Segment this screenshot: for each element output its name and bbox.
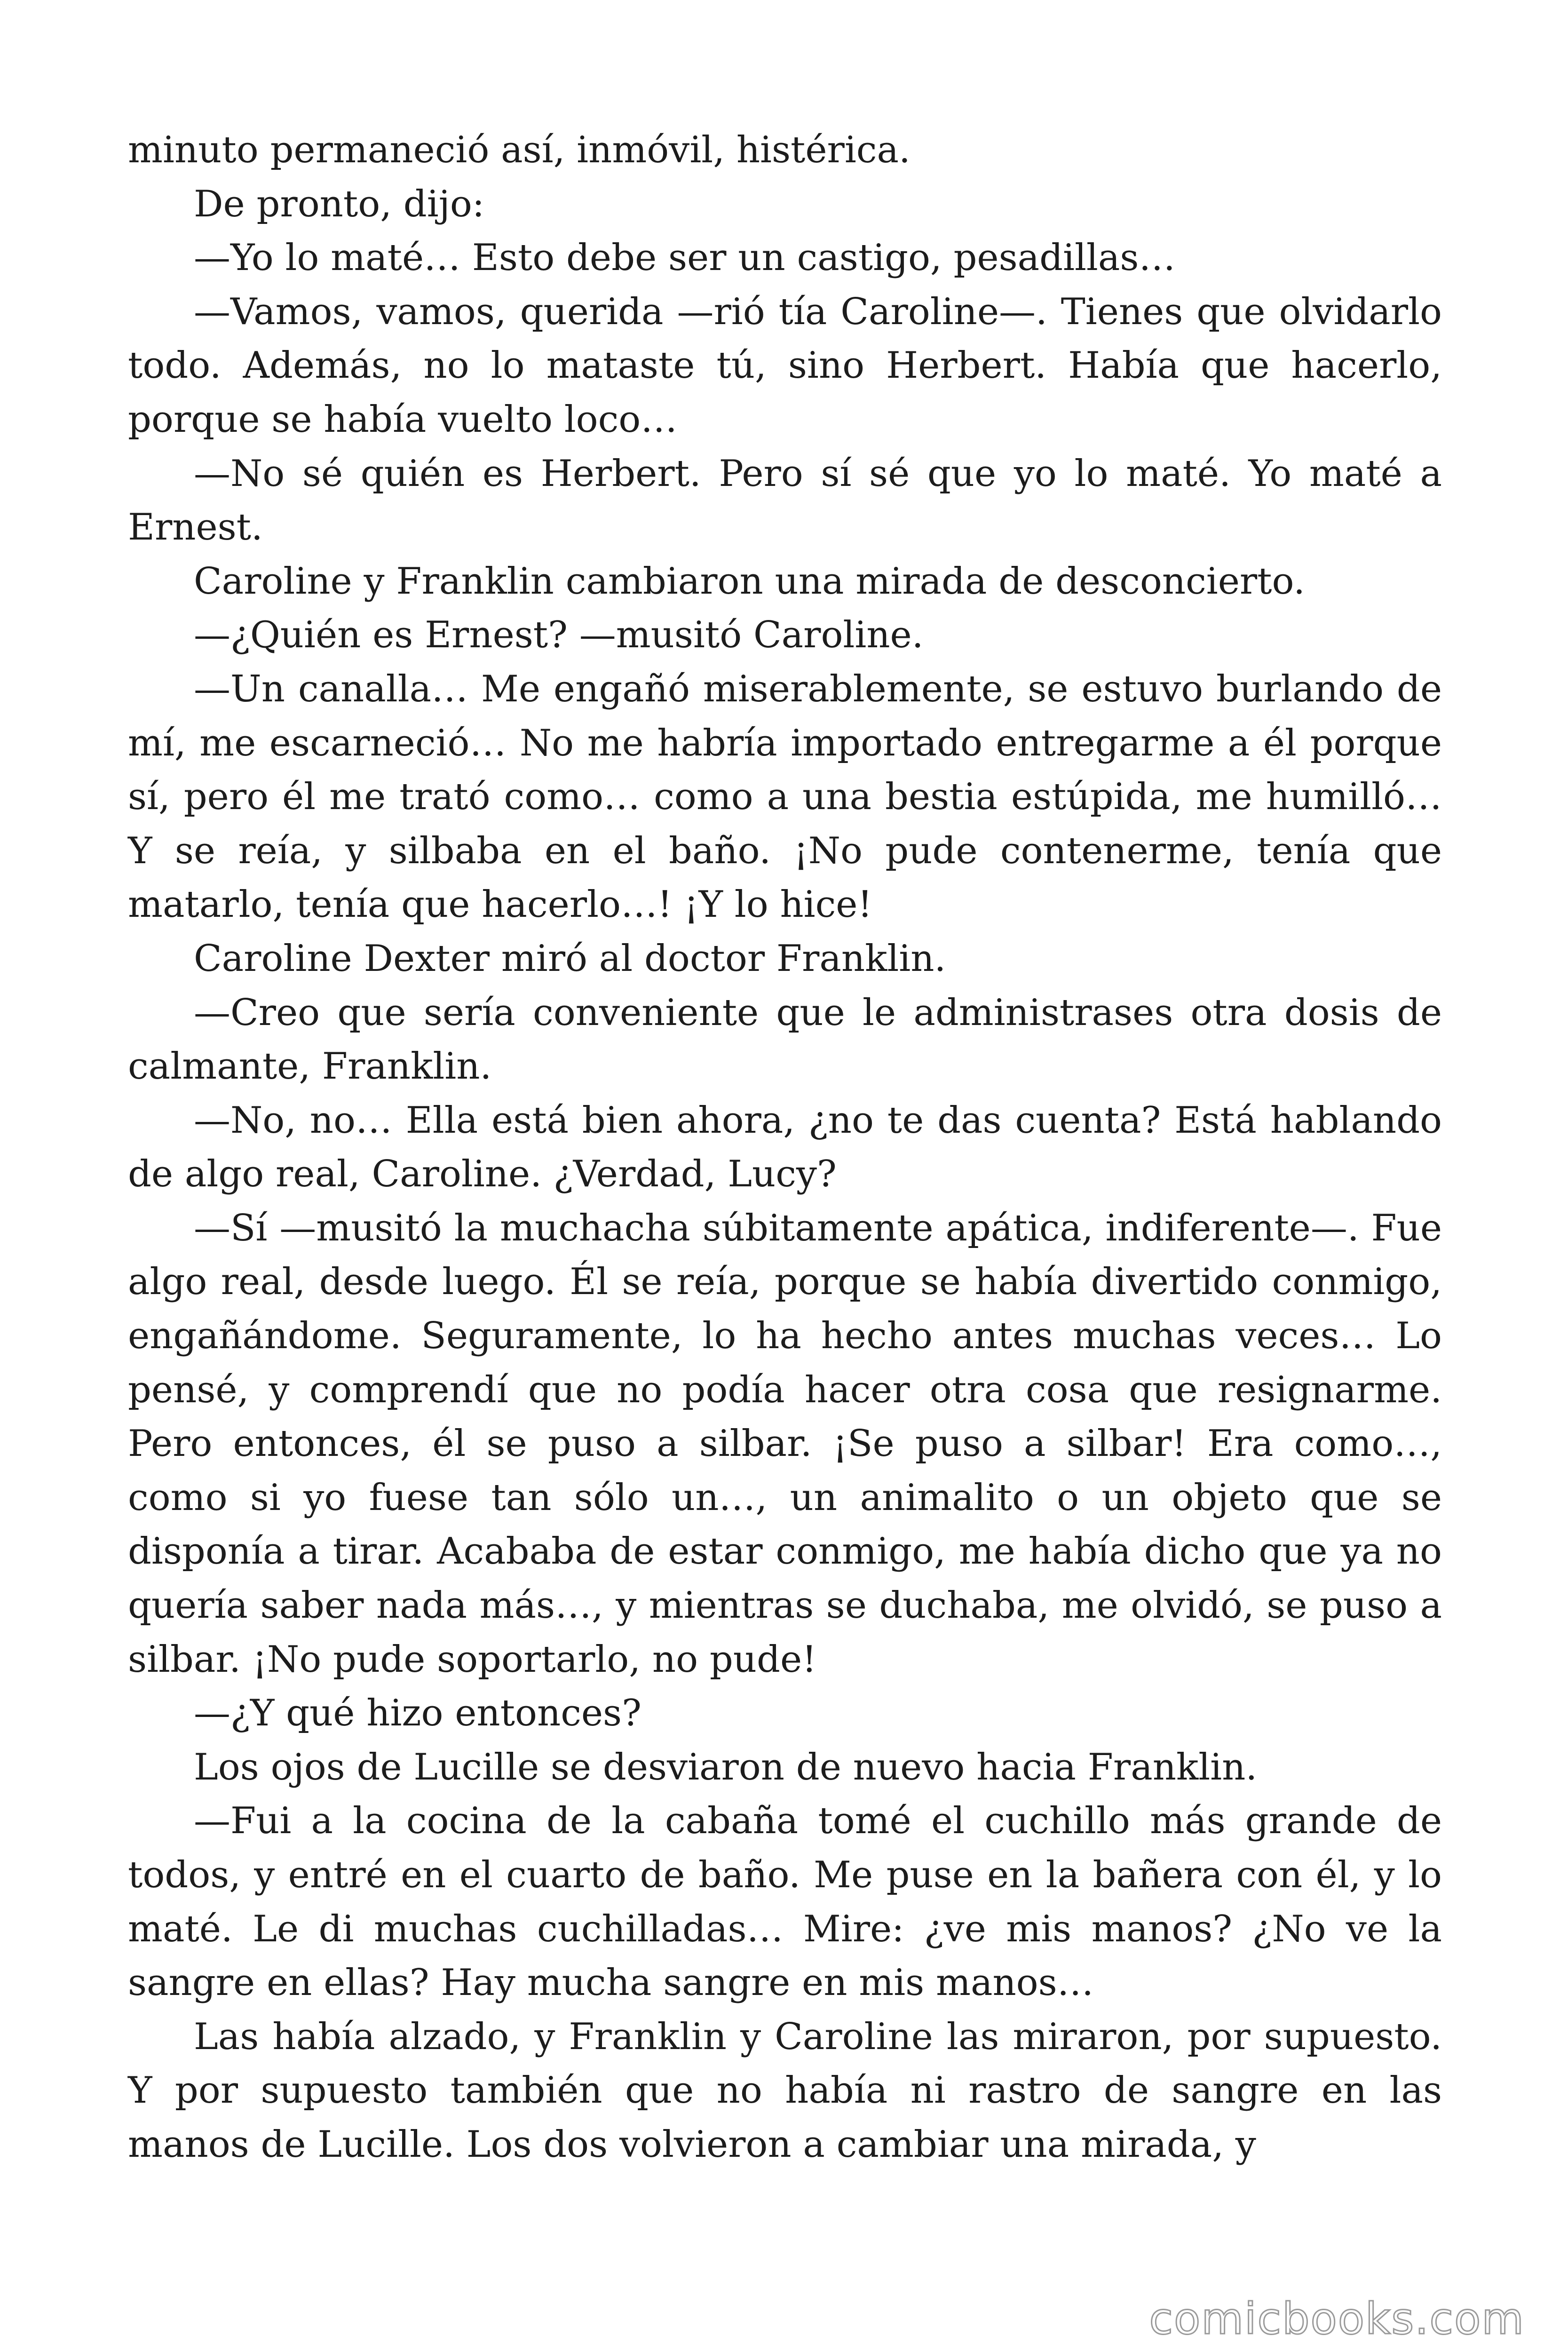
paragraph: Caroline y Franklin cambiaron una mirada de desconcierto. bbox=[194, 560, 1305, 603]
paragraph: —Sí —musitó la muchacha súbitamente apática, indiferente—. Fue algo real, desde luego. Él se reía, porque se había divertido conmigo, engañándome. Seguramente, lo ha hecho antes muchas veces… Lo pensé, y comprendí que no podía hacer otra cosa que resignarme. Pero entonces, él se puso a silbar. ¡Se puso a silbar! Era como…, como si yo fuese tan sólo un…, un animalito o un objeto que se disponía a tirar. Acababa de estar conmigo, me había dicho que ya no quería saber nada más…, y mientras se duchaba, me olvidó, se puso a silbar. ¡No pude soportarlo, no pude! bbox=[128, 1207, 1442, 1681]
paragraph: —No sé quién es Herbert. Pero sí sé que yo lo maté. Yo maté a Ernest. bbox=[128, 452, 1442, 549]
paragraph: —Fui a la cocina de la cabaña tomé el cuchillo más grande de todos, y entré en el cuarto de baño. Me puse en la bañera con él, y lo maté. Le di muchas cuchilladas… Mire: ¿ve mis manos? ¿No ve la sangre en ellas? Hay mucha sangre en mis manos… bbox=[128, 1800, 1442, 2004]
paragraph: —¿Y qué hizo entonces? bbox=[194, 1692, 641, 1735]
paragraph: —Vamos, vamos, querida —rió tía Caroline—. Tienes que olvidarlo todo. Además, no lo mataste tú, sino Herbert. Había que hacerlo, porque se había vuelto loco… bbox=[128, 290, 1442, 441]
paragraph: Caroline Dexter miró al doctor Franklin. bbox=[194, 937, 946, 980]
paragraph: De pronto, dijo: bbox=[194, 183, 485, 225]
body-text bbox=[128, 123, 1442, 2172]
watermark: comicbooks.com bbox=[1149, 2294, 1525, 2344]
paragraph: —Yo lo maté… Esto debe ser un castigo, pesadillas… bbox=[194, 237, 1176, 279]
paragraph: Las había alzado, y Franklin y Caroline las miraron, por supuesto. Y por supuesto también que no había ni rastro de sangre en las manos de Lucille. Los dos volvieron a cambiar una mirada, y bbox=[128, 2015, 1442, 2166]
paragraph: —¿Quién es Ernest? —musitó Caroline. bbox=[194, 614, 924, 657]
paragraph: —Un canalla… Me engañó miserablemente, se estuvo burlando de mí, me escarneció… No me habría importado entregarme a él porque sí, pero él me trató como… como a una bestia estúpida, me humilló… Y se reía, y silbaba en el baño. ¡No pude contenerme, tenía que matarlo, tenía que hacerlo…! ¡Y lo hice! bbox=[128, 667, 1442, 926]
paragraph: —No, no… Ella está bien ahora, ¿no te das cuenta? Está hablando de algo real, Caroline. ¿Verdad, Lucy? bbox=[128, 1099, 1442, 1196]
paragraph: minuto permaneció así, inmóvil, histérica. bbox=[128, 129, 911, 171]
paragraph: —Creo que sería conveniente que le administrases otra dosis de calmante, Franklin. bbox=[128, 991, 1442, 1088]
paragraph: Los ojos de Lucille se desviaron de nuevo hacia Franklin. bbox=[194, 1746, 1258, 1788]
